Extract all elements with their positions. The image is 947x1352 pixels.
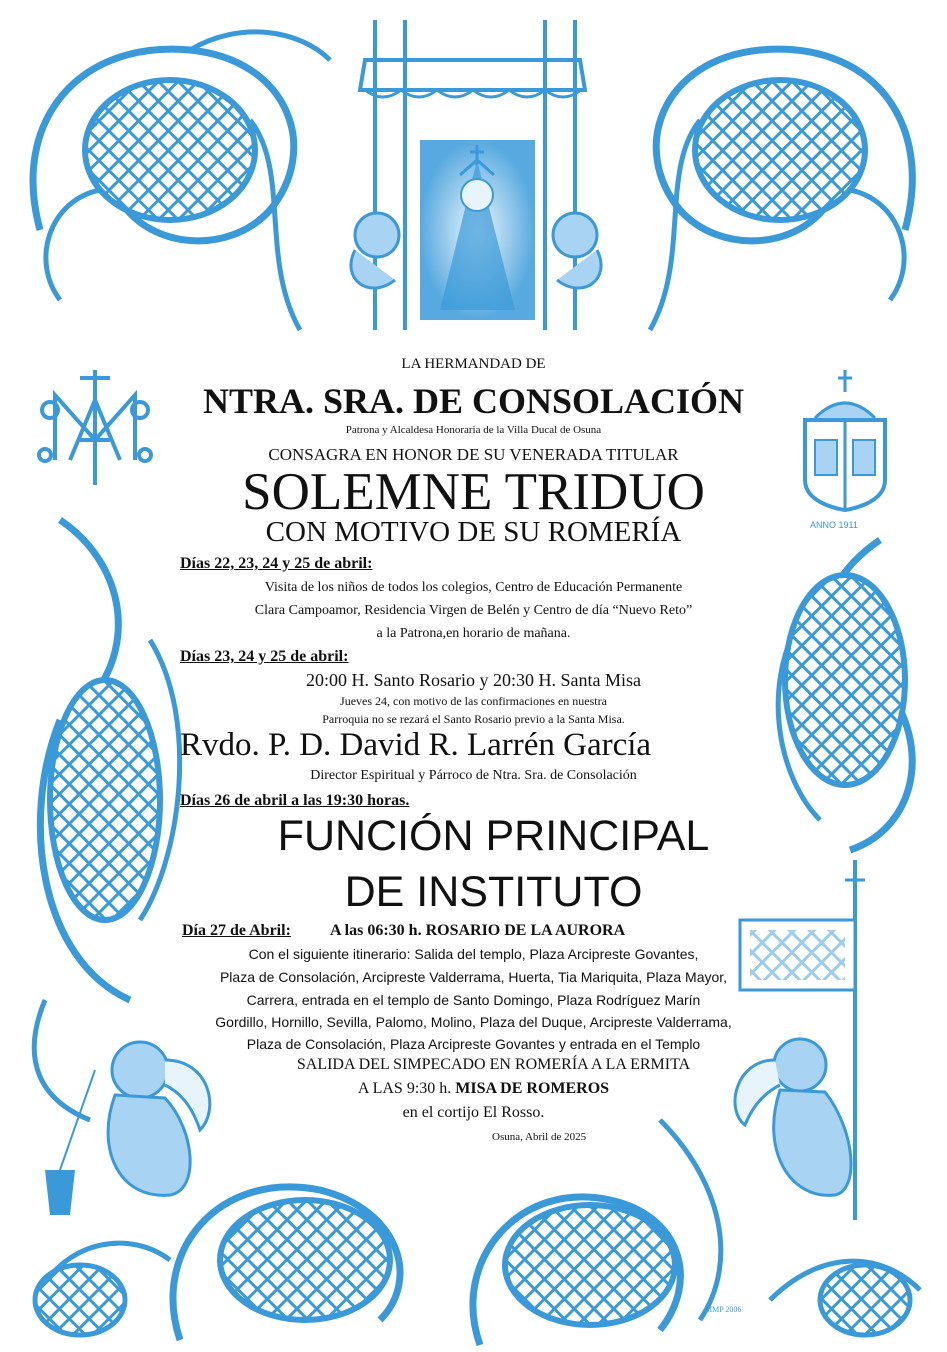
misa-time: A LAS 9:30 h. xyxy=(357,1080,452,1097)
itinerary-line: Gordillo, Hornillo, Sevilla, Palomo, Molino, Plaza del Duque, Arcipreste Valderrama, xyxy=(215,1014,732,1030)
main-title: SOLEMNE TRIDUO xyxy=(242,463,705,521)
bottom-left-lattice-cartouche xyxy=(220,1200,390,1320)
misa-name: MISA DE ROMEROS xyxy=(455,1080,610,1097)
place-date: Osuna, Abril de 2025 xyxy=(492,1131,587,1143)
confirmation-note: Jueves 24, con motivo de las confirmaciones en nuestra xyxy=(340,694,607,708)
bottom-right-lattice-cartouche xyxy=(505,1205,675,1325)
misa-location: en el cortijo El Rosso. xyxy=(402,1104,545,1121)
top-left-lattice-cartouche xyxy=(85,80,255,220)
misa-romeros-line xyxy=(0,1080,947,1098)
brotherhood-title: NTRA. SRA. DE CONSOLACIÓN xyxy=(202,381,745,421)
section4-heading: Día 27 de Abril: xyxy=(182,922,291,939)
bottom-corner-lattice-left xyxy=(35,1265,125,1335)
patrona-subtitle: Patrona y Alcaldesa Honoraria de la Villa Ducal de Osuna xyxy=(345,424,602,436)
canopy-virgin-image xyxy=(351,20,601,330)
confirmation-note: Parroquia no se rezará el Santo Rosario previo a la Santa Misa. xyxy=(322,712,625,726)
section3-heading: Días 26 de abril a las 19:30 horas. xyxy=(180,792,410,809)
bottom-corner-lattice-right xyxy=(820,1265,910,1335)
romeria-motive: CON MOTIVO DE SU ROMERÍA xyxy=(265,516,682,548)
consagra-line: CONSAGRA EN HONOR DE SU VENERADA TITULAR xyxy=(268,445,679,464)
section1-heading: Días 22, 23, 24 y 25 de abril: xyxy=(180,555,373,572)
itinerary-line: Carrera, entrada en el templo de Santo Domingo, Plaza Rodríguez Marín xyxy=(246,992,701,1008)
simpecado-departure: SALIDA DEL SIMPECADO EN ROMERÍA A LA ERMITA xyxy=(296,1056,691,1073)
section1-line: Visita de los niños de todos los colegios, Centro de Educación Permanente xyxy=(264,580,683,595)
section1-line: a la Patrona,en horario de mañana. xyxy=(376,626,571,641)
intro-text: LA HERMANDAD DE xyxy=(401,356,546,372)
funcion-title-line1: FUNCIÓN PRINCIPAL xyxy=(277,812,710,860)
preacher-role: Director Espiritual y Párroco de Ntra. Sra. de Consolación xyxy=(310,768,637,783)
top-right-lattice-cartouche xyxy=(695,80,865,220)
artist-signature: MMP 2006 xyxy=(705,1305,742,1314)
itinerary-line: Plaza de Consolación, Plaza Arcipreste Govantes y entrada en el Templo xyxy=(246,1036,701,1052)
funcion-title-line2: DE INSTITUTO xyxy=(344,868,643,916)
itinerary-line: Plaza de Consolación, Arcipreste Valderrama, Huerta, Tia Mariquita, Plaza Mayor, xyxy=(219,969,728,985)
section2-heading: Días 23, 24 y 25 de abril: xyxy=(180,648,349,665)
preacher-name: Rvdo. P. D. David R. Larrén García xyxy=(180,727,652,763)
rosary-aurora: A las 06:30 h. ROSARIO DE LA AURORA xyxy=(330,922,626,939)
mass-schedule: 20:00 H. Santo Rosario y 20:30 H. Santa Misa xyxy=(306,670,641,690)
section1-line: Clara Campoamor, Residencia Virgen de Belén y Centro de día “Nuevo Reto” xyxy=(254,603,693,618)
itinerary-line: Con el siguiente itinerario: Salida del templo, Plaza Arcipreste Govantes, xyxy=(248,946,699,962)
emblem-year: ANNO 1911 xyxy=(810,520,858,530)
